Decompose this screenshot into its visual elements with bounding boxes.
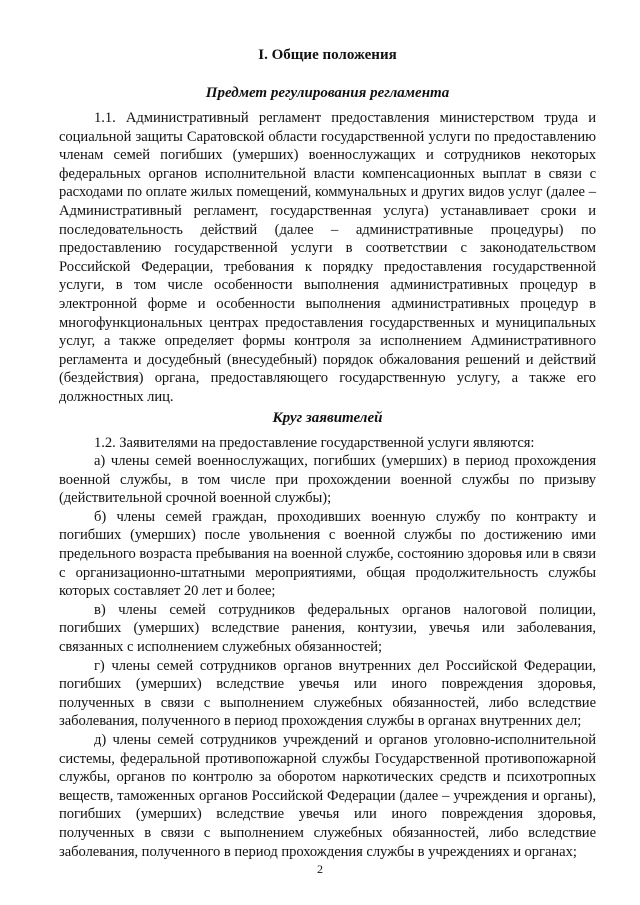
subsection-title-applicants: Круг заявителей (272, 409, 383, 426)
paragraph-1-1: 1.1. Административный регламент предоставления министерством труда и социальной защиты Саратовской области государственной услуги по предоставлению членам семей погибших (умерших) военнослужащих и сотрудников некоторых федеральных органов исполнительной власти компенсационных выплат в связи с расходами по оплате жилых помещений, коммунальных и других видов услуг (далее – Административный регламент, государственная услуга) устанавливает сроки и последовательность действий (далее – административные процедуры) по предоставлению государственной услуги в соответствии с законодательством Российской Федерации, требования к порядку предоставления государственной услуги, в том числе особенности выполнения административных процедур в электронной форме и особенности выполнения административных процедур в многофункциональных центрах предоставления государственных и муниципальных услуг, а также определяет формы контроля за исполнением Административного регламента и досудебный (внесудебный) порядок обжалования решений и действий (бездействия) органа, предоставляющего государственную услугу, а также его должностных лиц. (59, 110, 596, 405)
paragraph-item-d: д) члены семей сотрудников учреждений и органов уголовно-исполнительной системы, федеральной противопожарной службы Государственной противопожарной службы, органов по контролю за оборотом наркотических средств и психотропных веществ, таможенных органов Российской Федерации (далее – учреждения и органы), погибших (умерших) вследствие увечья или иного повреждения здоровья, полученных в связи с выполнением служебных обязанностей, либо вследствие заболевания, полученного в период прохождения службы в учреждениях и органах; (59, 732, 596, 860)
paragraph-item-v: в) члены семей сотрудников федеральных органов налоговой полиции, погибших (умерших) вследствие ранения, контузии, увечья или заболевания, связанных с исполнением служебных обязанностей; (59, 601, 596, 656)
page-number: 2 (317, 862, 323, 876)
paragraph-item-b: б) члены семей граждан, проходивших военную службу по контракту и погибших (умерших) после увольнения с военной службы по достижению ими предельного возраста пребывания на военной службе, состоянию здоровья или в связи с организационно-штатными мероприятиями, общая продолжительность службы которых составляет 20 лет и более; (59, 508, 596, 600)
paragraph-1-2: 1.2. Заявителями на предоставление государственной услуги являются: (94, 434, 535, 451)
paragraph-item-g: г) члены семей сотрудников органов внутренних дел Российской Федерации, погибших (умерших) вследствие увечья или иного повреждения здоровья, полученных в связи с выполнением служебных обязанностей, либо вследствие заболевания, полученного в период прохождения службы в органах внутренних дел; (59, 657, 596, 730)
paragraph-item-a: а) члены семей военнослужащих, погибших (умерших) в период прохождения военной службы, в том числе при прохождении военной службы по призыву (действительной срочной военной службы); (59, 453, 596, 507)
section-title: I. Общие положения (258, 47, 397, 63)
subsection-title-subject: Предмет регулирования регламента (205, 85, 450, 101)
document-page (59, 40, 596, 861)
